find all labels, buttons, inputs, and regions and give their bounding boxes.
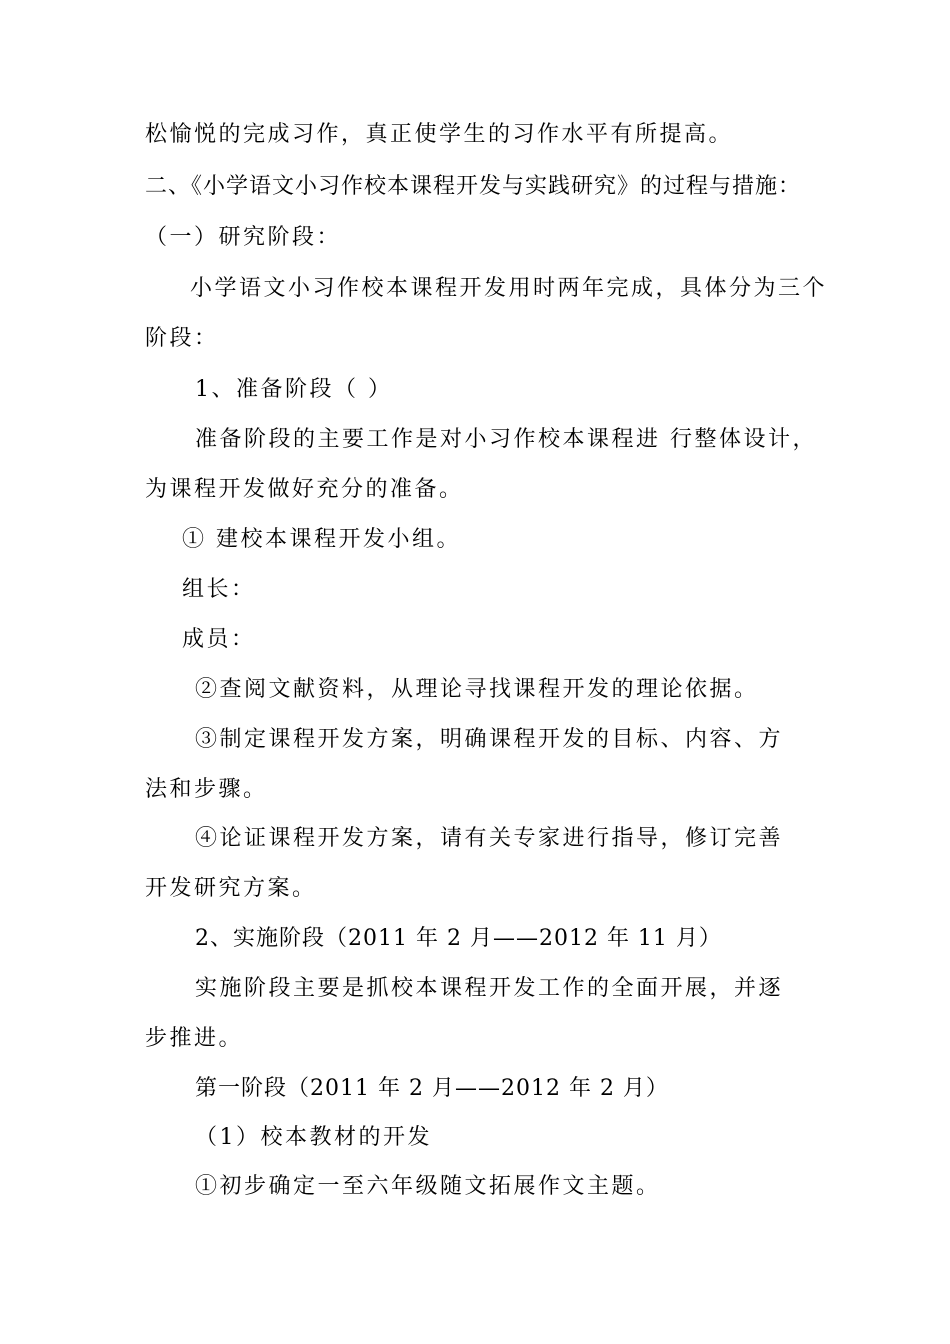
subsection-heading: （一）研究阶段： (145, 225, 342, 250)
list-item: ④论证课程开发方案，请有关专家进行指导，修订完善 (195, 826, 784, 851)
section-heading: 二、《小学语文小习作校本课程开发与实践研究》的过程与措施： (145, 174, 802, 199)
stage-heading: 2、实施阶段（2011 年 2 月——2012 年 11 月） (195, 926, 722, 951)
paragraph-line: 步推进。 (145, 1026, 244, 1051)
list-item: ① 建校本课程开发小组。 (182, 527, 461, 552)
stage-heading: 1、准备阶段（ ） (195, 377, 393, 402)
list-item: ②查阅文献资料，从理论寻找课程开发的理论依据。 (195, 677, 759, 702)
paragraph-line: 松愉悦的完成习作，真正使学生的习作水平有所提高。 (145, 122, 734, 147)
paragraph-line: 实施阶段主要是抓校本课程开发工作的全面开展，并逐 (195, 976, 784, 1001)
list-item: ①初步确定一至六年级随文拓展作文主题。 (195, 1174, 661, 1199)
paragraph-line: 成员： (182, 627, 256, 652)
paragraph-line: 为课程开发做好充分的准备。 (145, 477, 464, 502)
paragraph-line: 阶段： (145, 326, 219, 351)
paragraph-line: 法和步骤。 (145, 777, 268, 802)
paragraph-line: 小学语文小习作校本课程开发用时两年完成，具体分为三个 (190, 276, 828, 301)
paragraph-line: 组长： (182, 577, 256, 602)
subsection-heading: （1）校本教材的开发 (195, 1125, 432, 1150)
paragraph-line: 开发研究方案。 (145, 876, 317, 901)
list-item: ③制定课程开发方案，明确课程开发的目标、内容、方 (195, 727, 784, 752)
phase-heading: 第一阶段（2011 年 2 月——2012 年 2 月） (195, 1076, 669, 1101)
paragraph-line: 准备阶段的主要工作是对小习作校本课程进 行整体设计， (195, 427, 817, 452)
